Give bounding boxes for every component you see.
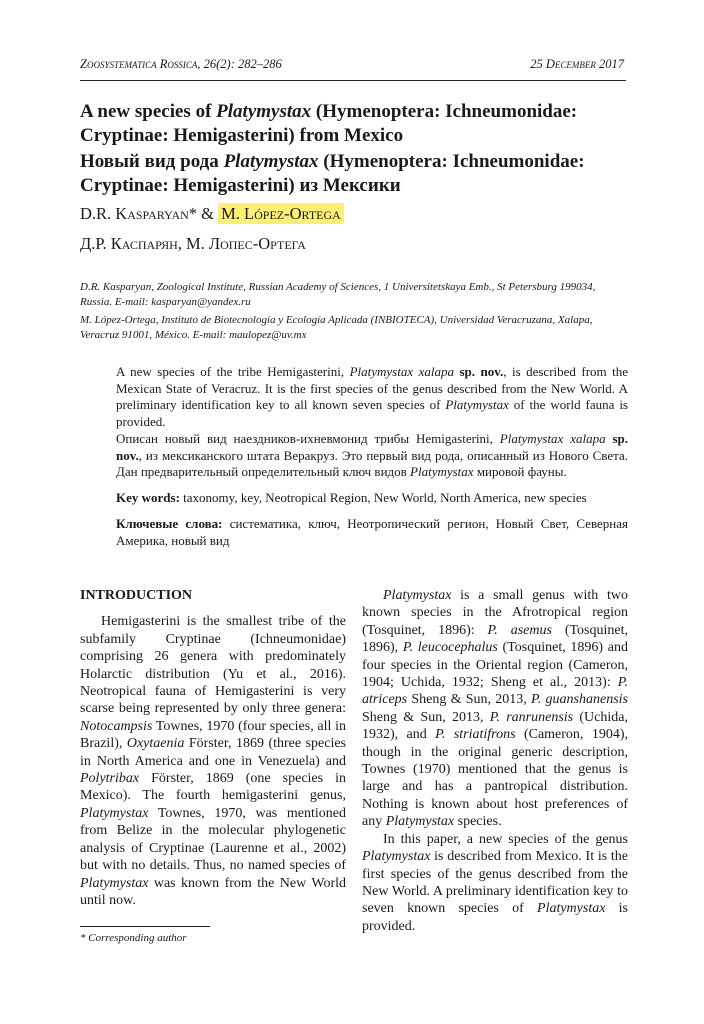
keywords-ru-label: Ключевые слова: [116, 516, 223, 531]
authors-english [80, 204, 344, 224]
intro-left-column [80, 587, 346, 909]
abstract-ru-spnov: sp. nov. [116, 431, 629, 463]
intro-text: In this paper, a new species of the genus [383, 831, 628, 847]
title-russian [80, 150, 640, 197]
species-name: P. atriceps [362, 675, 628, 708]
intro-text: is provided. [362, 901, 629, 934]
intro-text: Förster, 1869 (one species in Mexico). The fourth hemigasterini genus, [80, 771, 346, 804]
abstract-en-species: Platymystax xalapa [349, 364, 454, 379]
genus-name: Polytribax [80, 771, 140, 787]
abstract-ru-genus: Platymystax [410, 464, 474, 479]
keywords-english [116, 490, 628, 507]
intro-text: (Uchida, 1932), and [362, 709, 628, 743]
species-name: P. leucocephalus [402, 640, 498, 656]
abstract-en-text: , is described from the Mexican State of Veracruz. It is the first species of the genus described from the New World. A preliminary identification key to all known seven species of [116, 364, 628, 412]
intro-text: is a small genus with two known species in the Afrotropical region (Tosquinet, 1896): [362, 588, 628, 638]
genus-name: Platymystax [383, 588, 452, 603]
abstract-ru-text: Описан новый вид наездников-ихневмонид трибы Hemigasterini, [116, 431, 500, 446]
intro-text: Sheng & Sun, 2013, [407, 692, 532, 708]
authors-russian: Д.Р. Каспарян, М. Лопес-Ортега [80, 234, 306, 253]
title-en-line2: Cryptinae: Hemigasterini) from Mexico [80, 124, 404, 146]
abstract-ru-species: Platymystax xalapa [499, 431, 606, 446]
intro-text: Sheng & Sun, 2013, [362, 709, 490, 725]
title-ru-text-rest: (Hymenoptera: Ichneumonidae: [318, 151, 585, 172]
genus-name: Platymystax [80, 805, 149, 821]
affiliation-1: D.R. Kasparyan, Zoological Institute, Russian Academy of Sciences, 1 Universitetskaya Emb., St Petersburg 199034, Russia. E-mail: kasparyan@yandex.ru [80, 281, 596, 308]
affiliation-2: M. López-Ortega, Instituto de Biotecnología y Ecología Aplicada (INBIOTECA), Universidad Veracruzana, Xalapa, Veracruz 91001, México. E-mail: maulopez@uv.mx [80, 314, 593, 341]
abstract-russian [116, 431, 628, 481]
genus-name: Platymystax [80, 875, 149, 891]
species-name: P. asemus [487, 622, 552, 638]
intro-heading: INTRODUCTION [80, 588, 193, 603]
intro-text: is described from Mexico. It is the first species of the genus described from the New World. A preliminary identification key to seven known species of [362, 849, 628, 917]
genus-name: Platymystax [537, 901, 606, 917]
title-ru-line2: Cryptinae: Hemigasterini) из Мексики [80, 174, 401, 196]
abstract-en-text: A new species of the tribe Hemigasterini, [116, 364, 350, 379]
footnote-corresponding-author: * Corresponding author [80, 932, 187, 944]
abstract-ru-text: мировой фауны. [473, 464, 567, 479]
intro-text: Townes, 1970 (four species, all in Brazil), [80, 718, 346, 752]
species-name: P. ranrunensis [489, 709, 574, 725]
intro-text: Townes, 1970, was mentioned from Belize in the molecular phylogenetic analysis of Cryptinae (Laurenne et al., 2002) but with no details. Thus, no named species of [80, 805, 346, 874]
title-en-genus: Platymystax [216, 101, 312, 122]
title-ru-text: Новый вид рода [80, 151, 224, 172]
species-name: P. striatifrons [435, 727, 516, 743]
title-en-text: A new species of [80, 101, 217, 122]
genus-name: Oxytaenia [126, 736, 185, 752]
intro-text: species. [454, 814, 502, 830]
intro-text: (Cameron, 1904), though in the original generic description, Townes (1970) mentioned that the genus is large and has a pantropical distribution. Nothing is known about host preferences of any [362, 727, 628, 830]
journal-issue: , 26(2): 282–286 [197, 57, 282, 71]
journal-citation [80, 57, 282, 72]
publication-date: 25 December 2017 [530, 57, 624, 71]
intro-text: Förster, 1869 (three species in North America and one in Venezuela) and [80, 736, 346, 769]
intro-paragraph-2 [362, 587, 628, 831]
abstract-en-spnov: sp. nov. [453, 364, 504, 379]
genus-name: Platymystax [385, 814, 455, 830]
keywords-russian [116, 516, 628, 549]
abstract-english [116, 364, 628, 430]
header-rule [80, 80, 626, 81]
intro-paragraph-1 [80, 613, 346, 909]
title-en-text-rest: (Hymenoptera: Ichneumonidae: [311, 101, 578, 122]
abstract-en-genus: Platymystax [445, 397, 509, 412]
keywords-en-label: Key words: [116, 490, 180, 505]
genus-name: Notocampsis [80, 718, 153, 734]
title-ru-genus: Platymystax [223, 151, 319, 172]
intro-paragraph-3 [362, 831, 628, 935]
title-english [80, 100, 640, 147]
keywords-ru-list: систематика, ключ, Неотропический регион, Новый Свет, Северная Америка, новый вид [116, 516, 628, 548]
intro-text: (Tosquinet, 1896) and four species in the Oriental region (Cameron, 1904; Uchida, 1932; Sheng et al., 2013): [362, 640, 628, 691]
abstract-ru-text: , из мексиканского штата Веракруз. Это первый вид рода, описанный из Нового Света. Дан предварительный определительный ключ видов [116, 447, 628, 479]
intro-right-column [362, 587, 628, 935]
abstract-en-text: of the world fauna is provided. [116, 397, 628, 429]
species-name: P. guanshanensis [531, 692, 628, 708]
author-kasparyan: D.R. Kasparyan* & [80, 204, 219, 223]
footnote-rule [80, 926, 210, 927]
genus-name: Platymystax [362, 849, 431, 865]
journal-name: Zoosystematica Rossica [80, 57, 198, 71]
intro-text: Hemigasterini is the smallest tribe of the subfamily Cryptinae (Ichneumonidae) comprising 26 genera with predominately Holarctic distribution (Yu et al., 2016). Neotropical fauna of Hemigasterini is very scarse being represented by only three genera: [80, 614, 346, 717]
author-lopez-ortega-highlighted[interactable]: M. López-Ortega [218, 203, 344, 224]
intro-text: (Tosquinet, 1896), [362, 622, 629, 656]
keywords-en-list: taxonomy, key, Neotropical Region, New World, North America, new species [179, 490, 587, 505]
intro-text: was known from the New World until now. [80, 875, 346, 908]
